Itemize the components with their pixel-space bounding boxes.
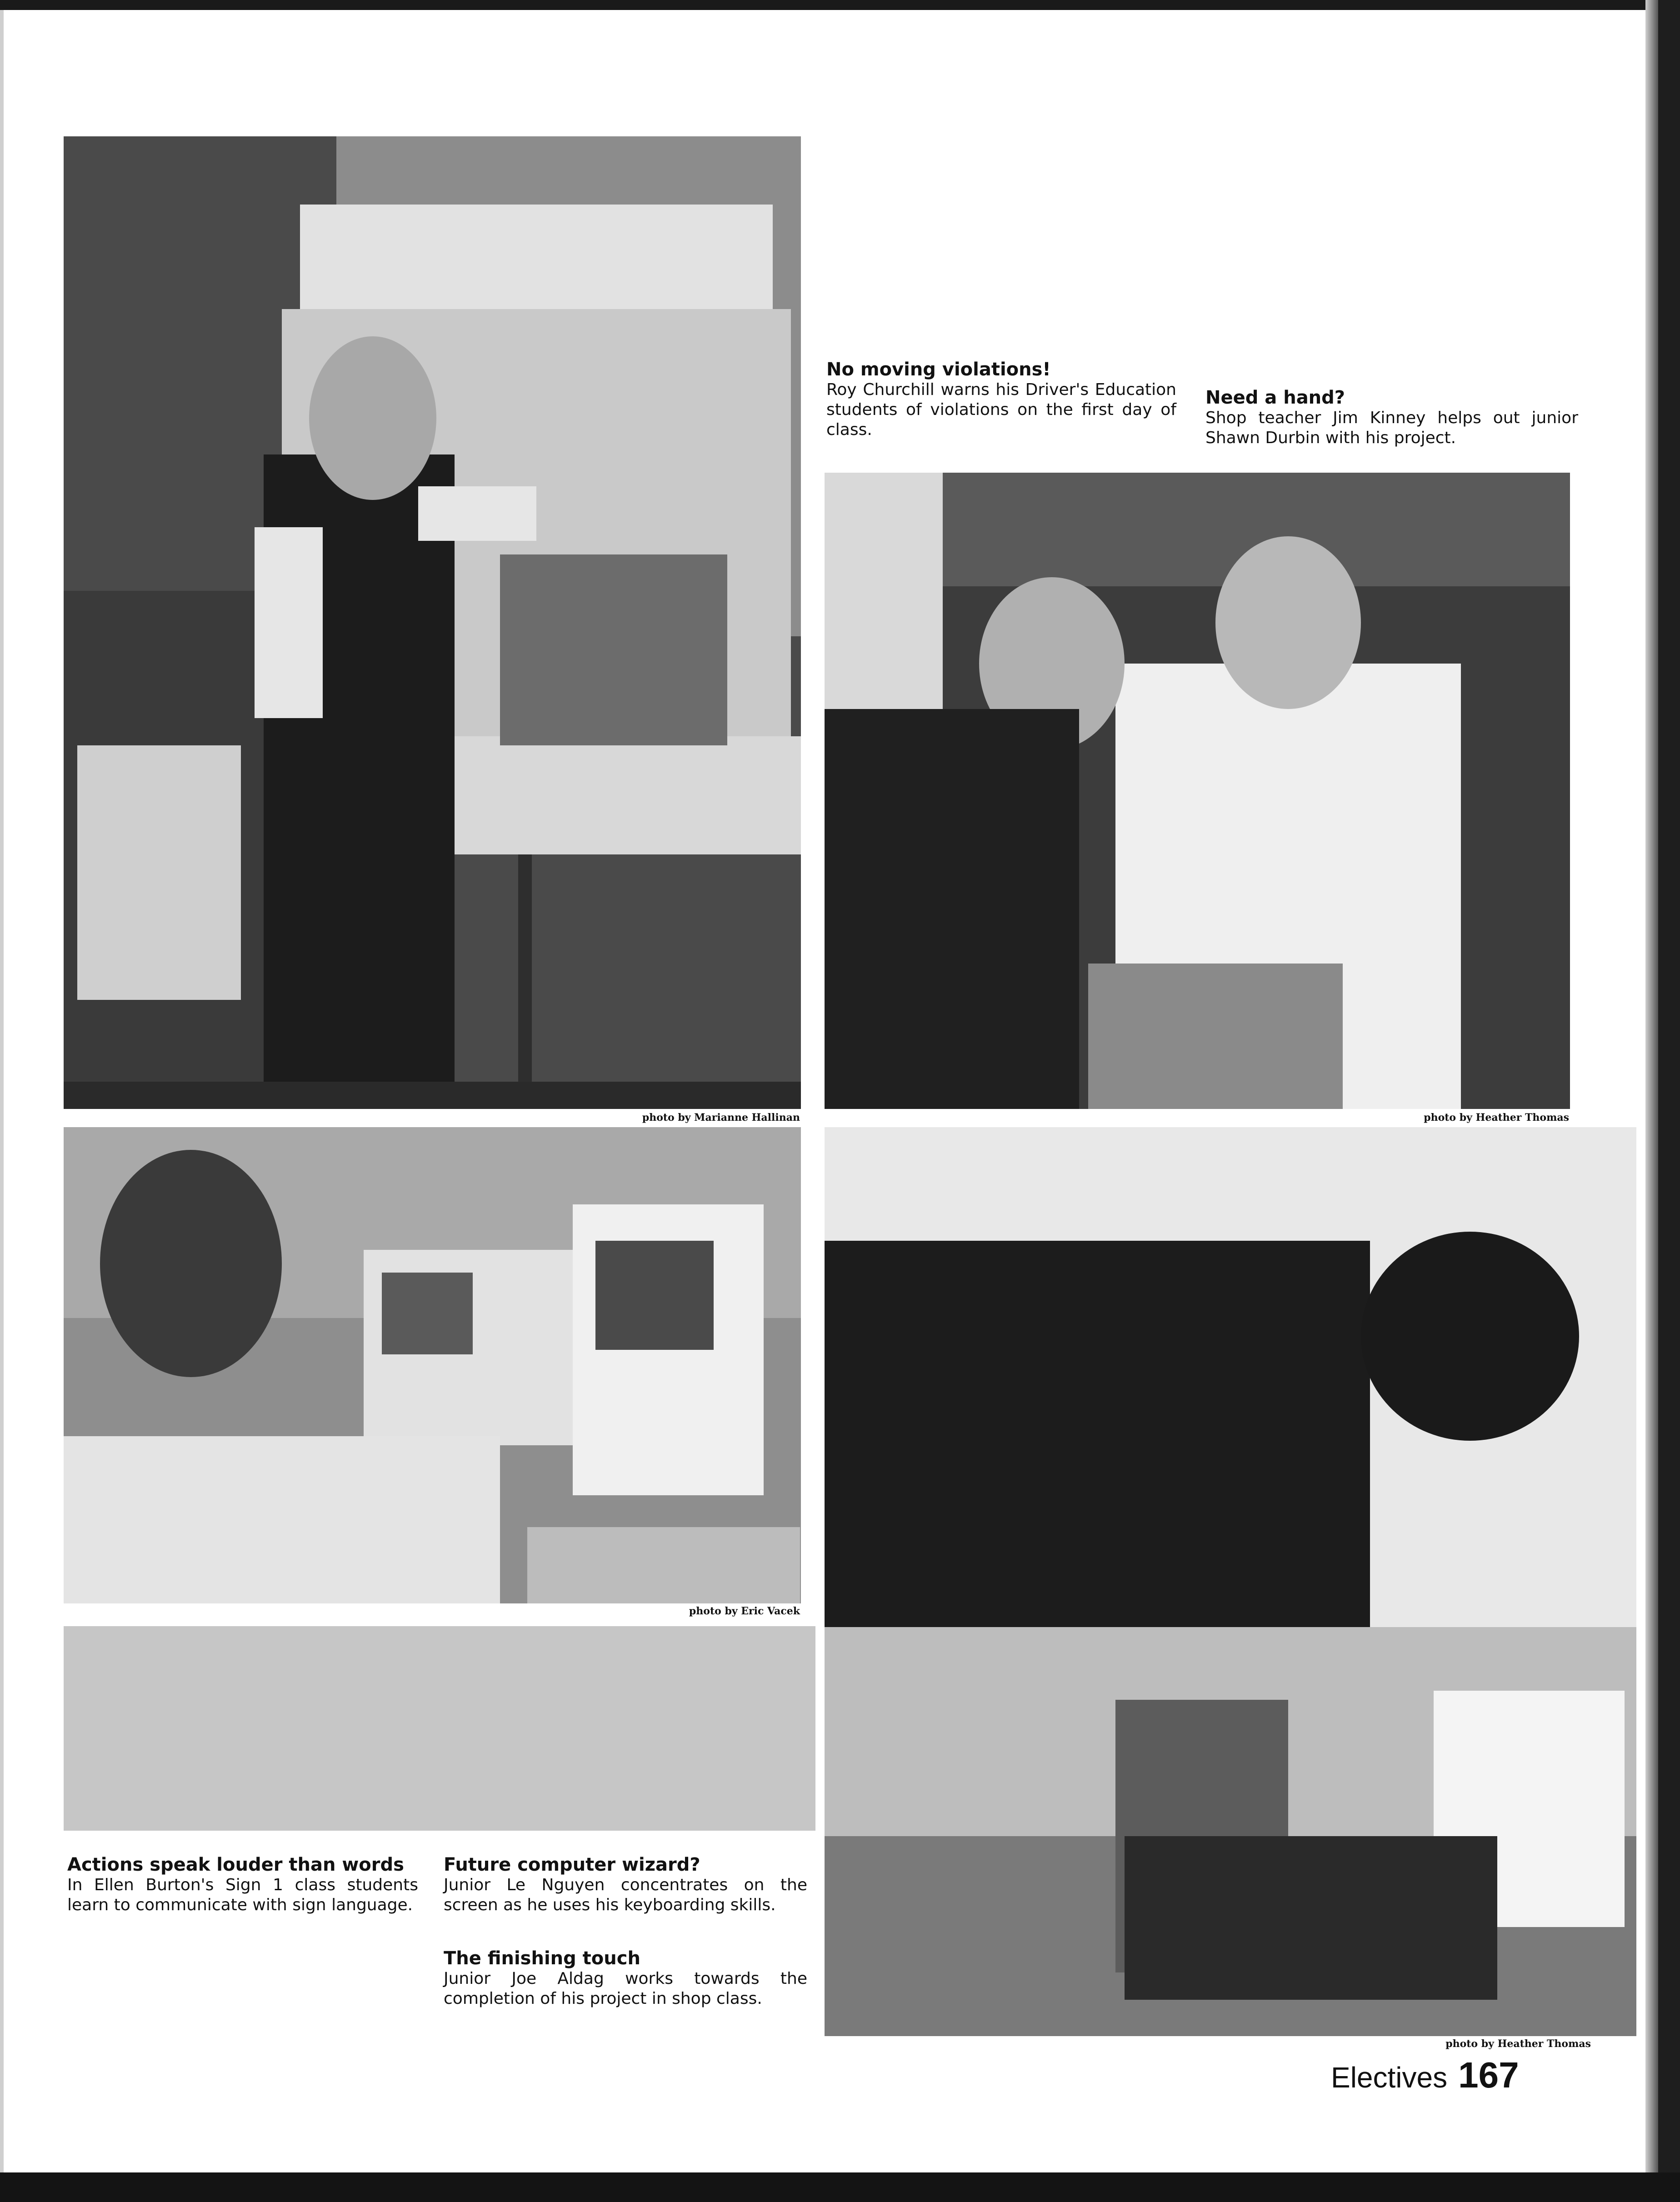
caption-title: Future computer wizard?: [444, 1854, 700, 1875]
caption-title: Actions speak louder than words: [67, 1854, 404, 1875]
caption-actions-speak-louder: [67, 1854, 418, 1915]
photo-credit-finishing: photo by Heather Thomas: [1445, 2038, 1591, 2050]
folio-section: Electives: [1331, 2061, 1448, 2094]
caption-title: The finishing touch: [444, 1948, 640, 1969]
caption-body: Junior Joe Aldag works towards the completion of his project in shop class.: [444, 1969, 807, 2008]
photo-credit-computer: photo by Eric Vacek: [689, 1605, 800, 1617]
photo-shop-teacher-helping: [825, 473, 1570, 1109]
caption-body: In Ellen Burton's Sign 1 class students learn to communicate with sign language.: [67, 1876, 418, 1914]
photo-shop-help-image: [825, 473, 1570, 1109]
caption-title: No moving violations!: [826, 359, 1051, 380]
caption-body: Shop teacher Jim Kinney helps out junior Shawn Durbin with his project.: [1205, 409, 1578, 447]
caption-body: Junior Le Nguyen concentrates on the screen as he uses his keyboarding skills.: [444, 1876, 807, 1914]
page-edge-left: [0, 0, 4, 2202]
photo-driver-ed-image: [64, 136, 801, 1109]
photo-finishing-touch: [825, 1127, 1636, 2036]
photo-computer-student: [64, 1127, 801, 1603]
page-edge-right: [1658, 0, 1680, 2202]
photo-driver-ed-teacher: [64, 136, 801, 1109]
caption-no-moving-violations: [826, 359, 1176, 440]
caption-future-computer-wizard: [444, 1854, 807, 1915]
page-edge-top: [0, 0, 1680, 10]
folio-page-number: 167: [1458, 2055, 1519, 2095]
caption-title: Need a hand?: [1205, 387, 1345, 408]
page-folio: [1331, 2054, 1519, 2096]
photo-credit-driver-ed: photo by Marianne Hallinan: [642, 1112, 800, 1123]
photo-computer-image: [64, 1127, 801, 1603]
photo-credit-shop-help: photo by Heather Thomas: [1424, 1112, 1569, 1123]
caption-body: Roy Churchill warns his Driver's Education students of violations on the first day of class.: [826, 380, 1176, 439]
binding-shadow: [1645, 0, 1658, 2202]
photo-finishing-image: [825, 1127, 1636, 2036]
caption-need-a-hand: [1205, 387, 1578, 448]
caption-finishing-touch: [444, 1948, 807, 2009]
page-edge-bottom: [0, 2172, 1680, 2202]
sign-language-photo-placeholder: [64, 1626, 815, 1831]
